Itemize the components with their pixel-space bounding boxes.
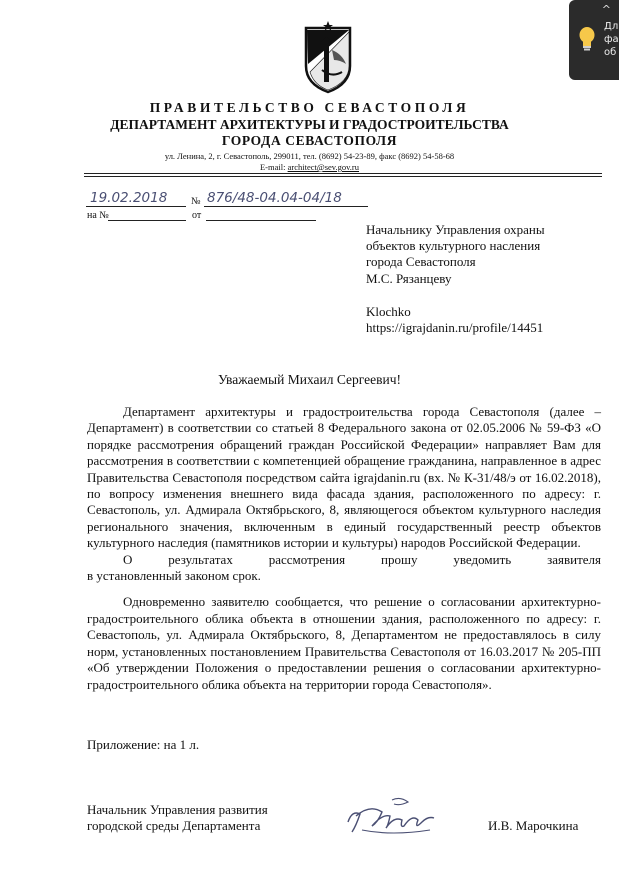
cc-block: [366, 304, 543, 336]
email-link[interactable]: architect@sev.gov.ru: [287, 162, 360, 172]
handwritten-number: 876/48-04.04-04/18: [207, 190, 342, 206]
signatory-title-line: Начальник Управления развития: [87, 802, 268, 817]
department-address: ул. Ленина, 2, г. Севастополь, 299011, тел. (8692) 54-23-89, факс (8692) 54-58-68: [164, 151, 455, 161]
government-name: ПРАВИТЕЛЬСТВО СЕВАСТОПОЛЯ: [149, 100, 470, 115]
ot-underline: [206, 220, 316, 221]
lightbulb-icon: [577, 26, 597, 52]
coat-of-arms-icon: [302, 20, 354, 94]
notification-popup[interactable]: [569, 0, 619, 80]
salutation: Уважаемый Михаил Сергеевич!: [217, 372, 401, 387]
body-paragraph-3: Одновременно заявителю сообщается, что решение о согласовании архитектурно-градостроительного облика объекта в отношении здания, расположенного по адресу: г. Севастополь, ул. Адмирала Октябрьского, 8, Департаментом не предоставлялось в силу норм, установленных постановлением Правительства Севастополя от 16.03.2017 № 205-ПП «Об утверждении Положения о предоставлении решения о согласовании архитектурно-градостроительного облика объекта на территории города Севастополя».: [87, 594, 601, 692]
recipient-line: Начальнику Управления охраны: [366, 222, 545, 237]
signatory-title: [87, 802, 268, 834]
recipient-block: [366, 222, 545, 287]
department-name: ДЕПАРТАМЕНТ АРХИТЕКТУРЫ И ГРАДОСТРОИТЕЛЬСТВА: [110, 117, 509, 132]
number-underline: [204, 206, 368, 207]
na-underline: [108, 220, 186, 221]
body-paragraph-2-first-line: О результатах рассмотрения прошу уведомить заявителя: [123, 551, 601, 567]
chevron-up-icon[interactable]: ^: [601, 3, 611, 16]
header-divider-thin: [84, 176, 602, 177]
recipient-line: объектов культурного насления: [366, 238, 541, 254]
handwritten-signature: [342, 792, 442, 842]
letter-body: [87, 404, 601, 693]
recipient-line: М.С. Рязанцеву: [366, 270, 452, 286]
header-divider-thick: [84, 173, 602, 174]
na-label: на №: [87, 210, 109, 221]
signatory-title-line: городской среды Департамента: [87, 818, 261, 834]
date-underline: [86, 206, 186, 207]
cc-name: Klochko: [366, 304, 411, 319]
attachment-note: Приложение: на 1 л.: [87, 737, 200, 752]
ot-label: от: [192, 210, 202, 221]
recipient-line: города Севастополя: [366, 254, 476, 270]
signatory-name: И.В. Марочкина: [488, 818, 579, 833]
handwritten-date: 19.02.2018: [90, 190, 168, 206]
email-label: E-mail:: [259, 162, 288, 172]
notification-line: фа: [604, 34, 619, 45]
body-paragraph-2-rest: в установленный законом срок.: [87, 568, 261, 584]
cc-url[interactable]: https://igrajdanin.ru/profile/14451: [366, 320, 544, 336]
department-email-line: [0, 162, 619, 172]
number-sign: №: [191, 196, 201, 207]
notification-line: об: [604, 47, 617, 58]
city-name: ГОРОДА СЕВАСТОПОЛЯ: [221, 133, 398, 148]
notification-text: [604, 20, 619, 59]
body-paragraph-1: Департамент архитектуры и градостроительства города Севастополя (далее – Департамент) в соответствии со статьей 8 Федерального закона от 02.05.2006 № 59-ФЗ «О порядке рассмотрения обращений граждан Российской Федерации» направляет Вам для рассмотрения в соответствии с компетенцией обращение гражданина, направленное в адрес Правительства Севастополя посредством сайта igrajdanin.ru (вх. № К-31/48/э от 16.02.2018), по вопросу изменения внешнего вида фасада здания, расположенного по адресу: г. Севастополь, ул. Адмирала Октябрьского, 8, являющегося объектом культурного наследия регионального значения, включенным в единый государственный реестр объектов культурного наследия (памятников истории и культуры) народов Российской Федерации.: [87, 404, 601, 551]
notification-line: Дл: [604, 21, 619, 32]
